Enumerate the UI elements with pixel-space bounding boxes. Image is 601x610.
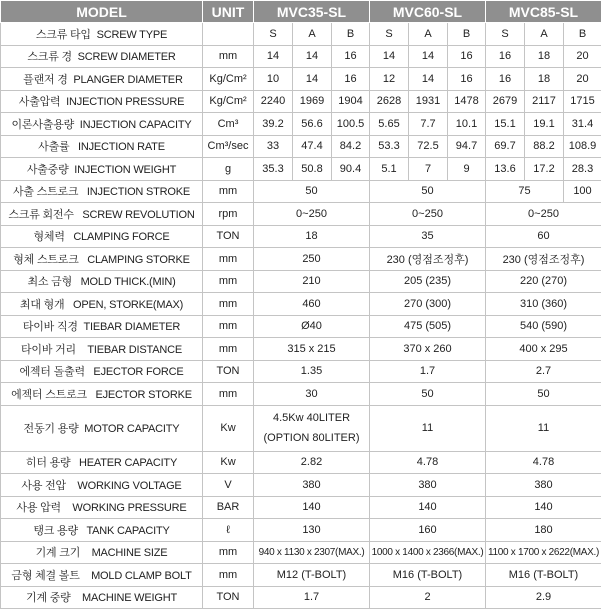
value-cell: 5.1 — [370, 158, 409, 181]
spec-body — [1, 23, 601, 609]
row-unit: V — [203, 474, 254, 497]
value-cell: M16 (T-BOLT) — [370, 564, 486, 587]
value-cell: 4.78 — [370, 451, 486, 474]
value-cell: 30 — [254, 383, 370, 406]
row-label: 에젝터 돌출력 EJECTOR FORCE — [1, 360, 203, 383]
row-unit: Cm³ — [203, 113, 254, 136]
value-cell: 310 (360) — [486, 293, 601, 316]
value-cell: 53.3 — [370, 135, 409, 158]
table-row — [1, 203, 601, 226]
row-label: 사출 스트로크 INJECTION STROKE — [1, 180, 203, 203]
value-cell: 14 — [293, 68, 332, 91]
value-cell: 15.1 — [486, 113, 525, 136]
value-cell: 100 — [564, 180, 601, 203]
value-cell: 16 — [448, 68, 486, 91]
row-label: 형체력 CLAMPING FORCE — [1, 225, 203, 248]
value-cell: 1715 — [564, 90, 601, 113]
value-cell: 16 — [332, 45, 370, 68]
value-cell: 210 — [254, 270, 370, 293]
value-cell: 140 — [254, 496, 370, 519]
value-cell: 100.5 — [332, 113, 370, 136]
value-cell: 205 (235) — [370, 270, 486, 293]
row-unit — [203, 23, 254, 46]
row-label: 사출중량 INJECTION WEIGHT — [1, 158, 203, 181]
header-model: MODEL — [1, 1, 203, 23]
table-row — [1, 541, 601, 564]
value-cell: 140 — [486, 496, 601, 519]
value-cell: 1478 — [448, 90, 486, 113]
value-cell: 230 (영점조정후) — [370, 248, 486, 271]
table-row — [1, 474, 601, 497]
value-cell: 4.5Kw 40LITER (OPTION 80LITER) — [254, 405, 370, 451]
value-cell: 14 — [293, 45, 332, 68]
table-row — [1, 45, 601, 68]
value-cell: 16 — [448, 45, 486, 68]
value-cell: 2679 — [486, 90, 525, 113]
value-cell: 1931 — [409, 90, 448, 113]
table-row — [1, 135, 601, 158]
value-cell: 108.9 — [564, 135, 601, 158]
row-label: 사출률 INJECTION RATE — [1, 135, 203, 158]
value-cell: 17.2 — [525, 158, 564, 181]
row-unit: BAR — [203, 496, 254, 519]
table-row — [1, 23, 601, 46]
value-cell: 16 — [486, 68, 525, 91]
row-label: 기계 크기 MACHINE SIZE — [1, 541, 203, 564]
value-cell: 39.2 — [254, 113, 293, 136]
row-unit: Cm³/sec — [203, 135, 254, 158]
table-row — [1, 496, 601, 519]
table-row — [1, 293, 601, 316]
row-label: 히터 용량 HEATER CAPACITY — [1, 451, 203, 474]
row-unit: Kg/Cm² — [203, 68, 254, 91]
value-cell: 13.6 — [486, 158, 525, 181]
value-cell: B — [332, 23, 370, 46]
table-row — [1, 519, 601, 542]
row-label: 스크류 경 SCREW DIAMETER — [1, 45, 203, 68]
value-cell: 75 — [486, 180, 564, 203]
row-unit: mm — [203, 248, 254, 271]
row-label: 사용 압력 WORKING PRESSURE — [1, 496, 203, 519]
row-unit: rpm — [203, 203, 254, 226]
value-cell: 16 — [486, 45, 525, 68]
value-cell: 160 — [370, 519, 486, 542]
value-cell: 14 — [370, 45, 409, 68]
value-cell: 50 — [486, 383, 601, 406]
value-cell: 16 — [332, 68, 370, 91]
value-cell: 2628 — [370, 90, 409, 113]
value-cell: 14 — [254, 45, 293, 68]
header-model-2: MVC60-SL — [370, 1, 486, 23]
value-cell: 18 — [254, 225, 370, 248]
row-label: 이론사출용량 INJECTION CAPACITY — [1, 113, 203, 136]
table-row — [1, 451, 601, 474]
value-cell: 370 x 260 — [370, 338, 486, 361]
value-cell: 84.2 — [332, 135, 370, 158]
value-cell: 2.9 — [486, 586, 601, 609]
value-cell: 380 — [486, 474, 601, 497]
value-cell: 180 — [486, 519, 601, 542]
value-cell: 250 — [254, 248, 370, 271]
value-cell: 31.4 — [564, 113, 601, 136]
row-label: 플랜저 경 PLANGER DIAMETER — [1, 68, 203, 91]
value-cell: 35.3 — [254, 158, 293, 181]
row-label: 전동기 용량 MOTOR CAPACITY — [1, 405, 203, 451]
row-unit: mm — [203, 293, 254, 316]
row-unit: mm — [203, 564, 254, 587]
value-cell: 2117 — [525, 90, 564, 113]
value-cell: 72.5 — [409, 135, 448, 158]
row-label: 최대 형개 OPEN, STORKE(MAX) — [1, 293, 203, 316]
value-cell: 0~250 — [254, 203, 370, 226]
value-cell: 20 — [564, 45, 601, 68]
value-cell: 380 — [254, 474, 370, 497]
table-row — [1, 248, 601, 271]
value-cell: 7 — [409, 158, 448, 181]
table-row — [1, 338, 601, 361]
value-cell: 5.65 — [370, 113, 409, 136]
value-cell: 1.7 — [370, 360, 486, 383]
value-cell: 11 — [486, 405, 601, 451]
table-row — [1, 383, 601, 406]
value-cell: 28.3 — [564, 158, 601, 181]
value-cell: 20 — [564, 68, 601, 91]
table-row — [1, 405, 601, 451]
row-unit: Kw — [203, 451, 254, 474]
value-cell: S — [486, 23, 525, 46]
value-cell: 90.4 — [332, 158, 370, 181]
row-unit: TON — [203, 225, 254, 248]
value-cell: 88.2 — [525, 135, 564, 158]
row-unit: mm — [203, 270, 254, 293]
value-cell: M16 (T-BOLT) — [486, 564, 601, 587]
row-unit: g — [203, 158, 254, 181]
value-cell: 69.7 — [486, 135, 525, 158]
row-unit: mm — [203, 383, 254, 406]
header-row — [1, 1, 601, 23]
value-cell: 220 (270) — [486, 270, 601, 293]
row-label: 탱크 용량 TANK CAPACITY — [1, 519, 203, 542]
value-cell: 11 — [370, 405, 486, 451]
table-row — [1, 270, 601, 293]
value-cell: 540 (590) — [486, 315, 601, 338]
value-cell: 50 — [370, 180, 486, 203]
value-cell: 1904 — [332, 90, 370, 113]
table-row — [1, 360, 601, 383]
row-label: 타이바 거리 TIEBAR DISTANCE — [1, 338, 203, 361]
row-unit: Kg/Cm² — [203, 90, 254, 113]
value-cell: 60 — [486, 225, 601, 248]
value-cell: 47.4 — [293, 135, 332, 158]
value-cell: 14 — [409, 45, 448, 68]
row-label: 금형 체결 볼트 MOLD CLAMP BOLT — [1, 564, 203, 587]
row-label: 기계 중량 MACHINE WEIGHT — [1, 586, 203, 609]
value-cell: 12 — [370, 68, 409, 91]
value-cell: 1969 — [293, 90, 332, 113]
value-cell: 1100 x 1700 x 2622(MAX.) — [486, 541, 601, 564]
value-cell: 140 — [370, 496, 486, 519]
table-row — [1, 90, 601, 113]
value-cell: Ø40 — [254, 315, 370, 338]
value-cell: 2240 — [254, 90, 293, 113]
value-cell: 2.82 — [254, 451, 370, 474]
value-cell: 2.7 — [486, 360, 601, 383]
table-row — [1, 158, 601, 181]
value-cell: 0~250 — [370, 203, 486, 226]
row-label: 스크류 회전수 SCREW REVOLUTION — [1, 203, 203, 226]
value-cell: A — [409, 23, 448, 46]
header-model-1: MVC35-SL — [254, 1, 370, 23]
value-cell: 10 — [254, 68, 293, 91]
row-label: 사출압력 INJECTION PRESSURE — [1, 90, 203, 113]
value-cell: 460 — [254, 293, 370, 316]
row-unit: TON — [203, 360, 254, 383]
header-model-3: MVC85-SL — [486, 1, 601, 23]
value-cell: 380 — [370, 474, 486, 497]
value-cell: 50.8 — [293, 158, 332, 181]
row-unit: mm — [203, 338, 254, 361]
value-cell: 9 — [448, 158, 486, 181]
value-cell: 10.1 — [448, 113, 486, 136]
value-cell: 18 — [525, 68, 564, 91]
value-cell: 4.78 — [486, 451, 601, 474]
value-cell: 1000 x 1400 x 2366(MAX.) — [370, 541, 486, 564]
table-row — [1, 68, 601, 91]
value-cell: 7.7 — [409, 113, 448, 136]
table-row — [1, 225, 601, 248]
value-cell: 0~250 — [486, 203, 601, 226]
value-cell: A — [525, 23, 564, 46]
table-row — [1, 564, 601, 587]
value-cell: A — [293, 23, 332, 46]
value-cell: 19.1 — [525, 113, 564, 136]
row-unit: ℓ — [203, 519, 254, 542]
value-cell: B — [448, 23, 486, 46]
value-cell: M12 (T-BOLT) — [254, 564, 370, 587]
value-cell: 2 — [370, 586, 486, 609]
value-cell: 56.6 — [293, 113, 332, 136]
value-cell: 35 — [370, 225, 486, 248]
value-cell: 1.7 — [254, 586, 370, 609]
header-unit: UNIT — [203, 1, 254, 23]
row-unit: TON — [203, 586, 254, 609]
value-cell: 230 (영점조정후) — [486, 248, 601, 271]
table-row — [1, 113, 601, 136]
value-cell: S — [254, 23, 293, 46]
value-cell: 94.7 — [448, 135, 486, 158]
value-cell: 475 (505) — [370, 315, 486, 338]
value-cell: 50 — [254, 180, 370, 203]
value-cell: 270 (300) — [370, 293, 486, 316]
value-cell: 315 x 215 — [254, 338, 370, 361]
value-cell: 33 — [254, 135, 293, 158]
row-unit: mm — [203, 315, 254, 338]
value-cell: B — [564, 23, 601, 46]
row-label: 사용 전압 WORKING VOLTAGE — [1, 474, 203, 497]
row-label: 타이바 직경 TIEBAR DIAMETER — [1, 315, 203, 338]
row-unit: mm — [203, 180, 254, 203]
row-label: 에젝터 스트로크 EJECTOR STORKE — [1, 383, 203, 406]
value-cell: 400 x 295 — [486, 338, 601, 361]
row-unit: mm — [203, 45, 254, 68]
row-label: 형체 스트로크 CLAMPING STORKE — [1, 248, 203, 271]
table-row — [1, 180, 601, 203]
row-unit: mm — [203, 541, 254, 564]
value-cell: S — [370, 23, 409, 46]
table-row — [1, 315, 601, 338]
value-cell: 130 — [254, 519, 370, 542]
value-cell: 14 — [409, 68, 448, 91]
value-cell: 18 — [525, 45, 564, 68]
row-label: 최소 금형 MOLD THICK.(MIN) — [1, 270, 203, 293]
value-cell: 50 — [370, 383, 486, 406]
row-unit: Kw — [203, 405, 254, 451]
value-cell: 1.35 — [254, 360, 370, 383]
table-row — [1, 586, 601, 609]
value-cell: 940 x 1130 x 2307(MAX.) — [254, 541, 370, 564]
row-label: 스크류 타입 SCREW TYPE — [1, 23, 203, 46]
